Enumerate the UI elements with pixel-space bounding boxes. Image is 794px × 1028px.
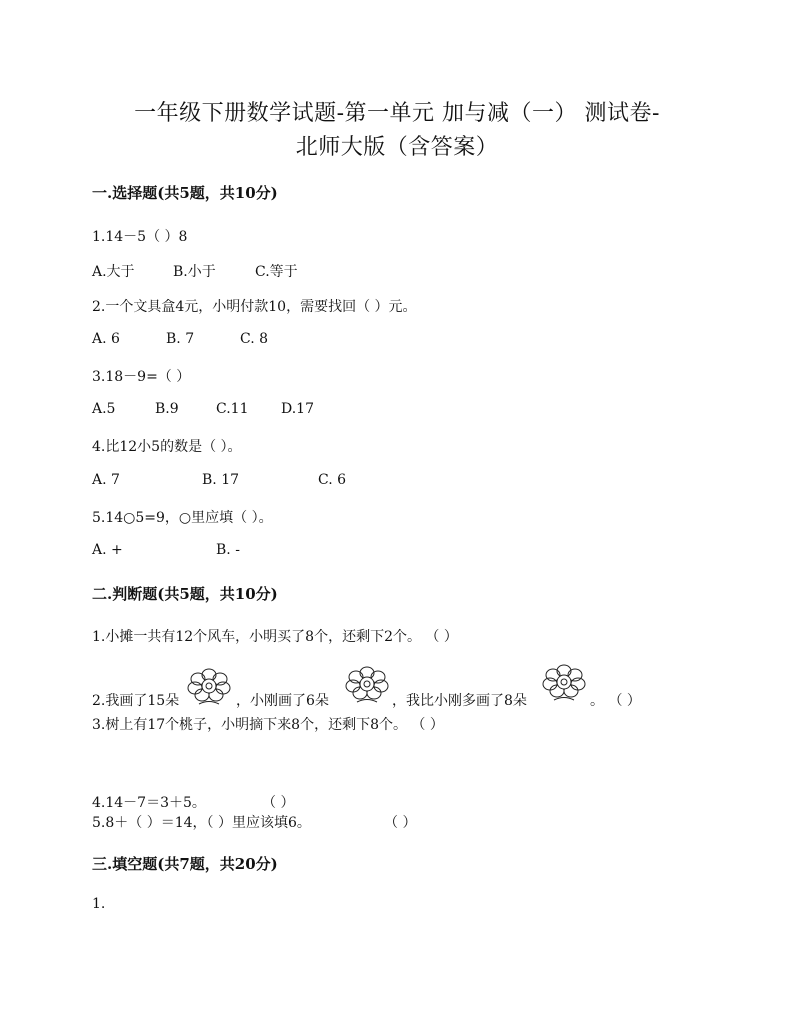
option: B.小于 [173, 264, 216, 280]
option: B.9 [155, 401, 179, 417]
flower-icon [343, 664, 391, 704]
question-text: 1. [92, 896, 106, 912]
question-stem: 4.比12小5的数是（ ）。 [92, 439, 242, 455]
option: C. 8 [240, 331, 269, 347]
question-stem: 5.14○5=9，○里应填（ ）。 [92, 510, 273, 526]
option: B. - [216, 542, 240, 558]
answer-bracket: （ ） [262, 795, 295, 811]
document-title-line1: 一年级下册数学试题-第一单元 加与减（一） 测试卷- [134, 101, 660, 126]
option: C.等于 [255, 264, 298, 280]
option: A.5 [92, 401, 116, 417]
option: A. 7 [92, 472, 120, 488]
option: B. 17 [202, 472, 240, 488]
question-text: 4.14－7＝3＋5。 [92, 795, 206, 811]
question-stem: 3.18－9=（ ） [92, 369, 191, 385]
question-text: 5.8＋（ ）＝14，（ ）里应该填6。 [92, 815, 311, 831]
option: A. + [92, 542, 123, 558]
option: B. 7 [166, 331, 195, 347]
question-text-part: ，小刚画了6朵 [236, 693, 329, 709]
option: A.大于 [92, 264, 135, 280]
section-heading-judge: 二.判断题(共5题，共10分) [92, 585, 278, 603]
question-text-part: 。 （ ） [590, 693, 641, 709]
flower-icon [540, 662, 588, 702]
option: C.11 [216, 401, 249, 417]
option: C. 6 [318, 472, 347, 488]
option: A. 6 [92, 331, 120, 347]
question-text-part: ，我比小刚多画了8朵 [392, 693, 527, 709]
question-text: 1.小摊一共有12个风车，小明买了8个，还剩下2个。 （ ） [92, 629, 458, 645]
question-stem: 2.一个文具盒4元，小明付款10，需要找回（ ）元。 [92, 299, 417, 315]
question-text: 3.树上有17个桃子，小明摘下来8个，还剩下8个。 （ ） [92, 717, 444, 733]
section-heading-choice: 一.选择题(共5题，共10分) [92, 184, 278, 202]
document-title-line2: 北师大版（含答案） [295, 135, 499, 160]
section-heading-fill: 三.填空题(共7题，共20分) [92, 855, 278, 873]
answer-bracket: （ ） [384, 815, 417, 831]
question-text-part: 2.我画了15朵 [92, 693, 180, 709]
flower-icon [185, 666, 233, 706]
option: D.17 [281, 401, 314, 417]
question-stem: 1.14－5（ ）8 [92, 229, 188, 245]
